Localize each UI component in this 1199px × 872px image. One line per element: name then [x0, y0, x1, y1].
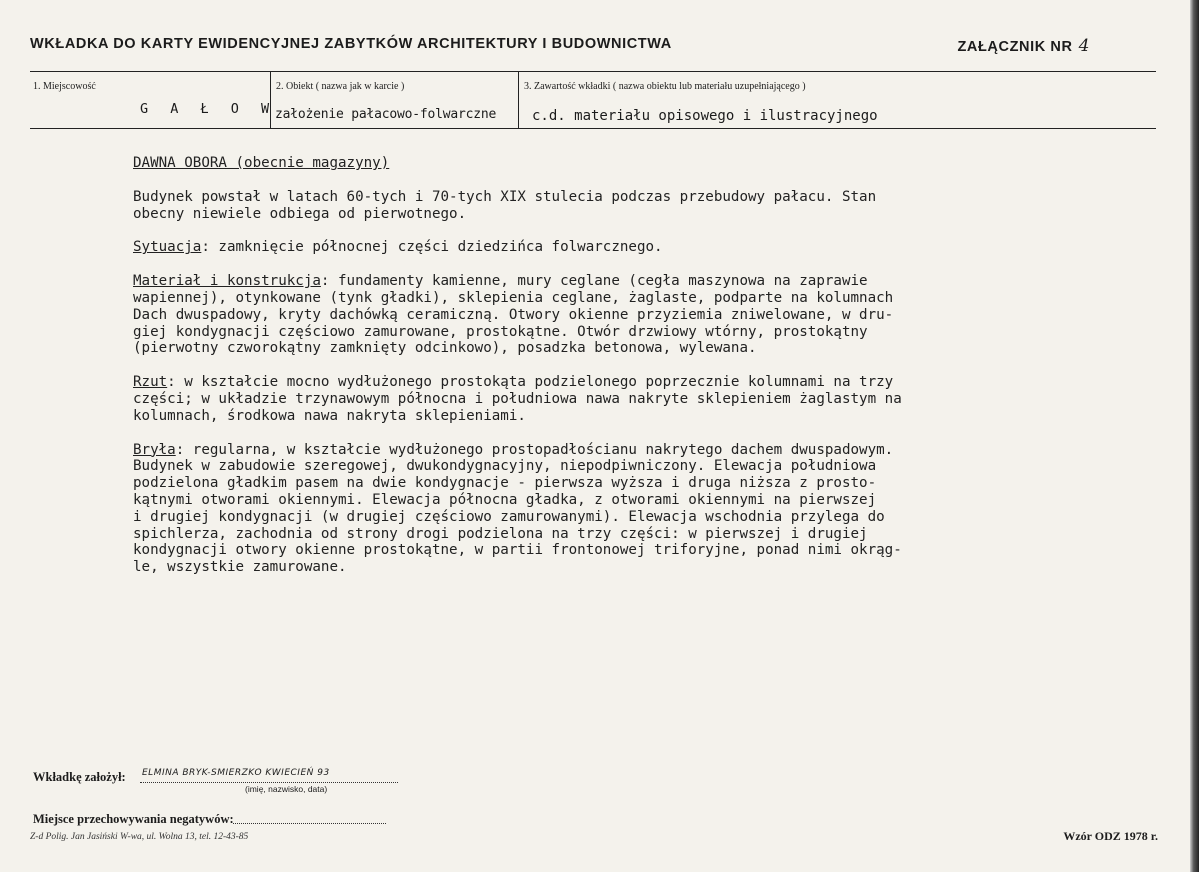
content-label: 3. Zawartość wkładki ( nazwa obiektu lub materiału uzupełniającego ) [524, 81, 806, 92]
header-rule-bottom [30, 128, 1156, 129]
author-value: ELMINA BRYK-SMIERZKO KWIECIEŃ 93 [142, 768, 330, 778]
description-body [133, 155, 1053, 593]
author-label: Wkładkę założył: [33, 770, 126, 784]
section-heading: DAWNA OBORA (obecnie magazyny) [133, 155, 390, 171]
form-paragraph [133, 442, 1053, 576]
card-title: WKŁADKA DO KARTY EWIDENCYJNEJ ZABYTKÓW ARCHITEKTURY I BUDOWNICTWA [30, 36, 672, 52]
material-label: Materiał i konstrukcja [133, 273, 321, 290]
author-dotted-line [140, 782, 398, 783]
annex-number [957, 36, 1090, 56]
author-hint: (imię, nazwisko, data) [245, 784, 328, 794]
object-label: 2. Obiekt ( nazwa jak w karcie ) [276, 81, 405, 92]
content-value: c.d. materiału opisowego i ilustracyjnego [532, 108, 878, 124]
form-text: : regularna, w kształcie wydłużonego prostopadłościanu nakrytego dachem dwuspadowym. Budynek w zabudowie szeregowej, dwukondygnacyjny, niepodpiwniczony. Elewacja południowa podzielona gładkim pasem na dwie kondygnacje - pierwsza wyższa i druga niższa z prosto- kątnymi otworami okiennymi. Elewacja północna gładka, z otworami okiennymi na pierwszej i drugiej kondygnacji (w drugiej częściowo zamurowanymi). Elewacja wschodnia przylega do spichlerza, zachodnia od strony drogi podzielona na trzy części: w pierwszej i drugiej kondygnacji otwory okienne prostokątne, w partii frontonowej triforyjne, ponad nimi okrąg- le, wszystkie zamurowane. [133, 441, 902, 576]
printer-imprint: Z-d Polig. Jan Jasiński W-wa, ul. Wolna 13, tel. 12-43-85 [30, 832, 249, 842]
place-value: G A Ł O W [140, 101, 277, 117]
annex-label: ZAŁĄCZNIK NR [957, 39, 1073, 55]
annex-number-value: 4 [1078, 36, 1090, 56]
situation-paragraph [133, 239, 1053, 256]
object-value: założenie pałacowo-folwarczne [275, 107, 497, 122]
intro-paragraph: Budynek powstał w latach 60-tych i 70-tych XIX stulecia podczas przebudowy pałacu. Stan obecny niewiele odbiega od pierwotnego. [133, 188, 877, 222]
place-label: 1. Miejscowość [33, 81, 96, 92]
form-label: Bryła [133, 441, 176, 458]
plan-text: : w kształcie mocno wydłużonego prostokąta podzielonego poprzecznie kolumnami na trzy części; w układzie trzynawowym północna i południowa nawa nakryte sklepieniem żaglastym na kolumnach, środkowa nawa nakryta sklepieniami. [133, 374, 902, 424]
header-rule-top [30, 71, 1156, 72]
plan-paragraph [133, 374, 1053, 424]
plan-label: Rzut [133, 374, 168, 391]
situation-label: Sytuacja [133, 239, 202, 256]
scan-edge [1190, 0, 1199, 872]
form-number: Wzór ODZ 1978 r. [1063, 829, 1158, 843]
field-divider-2 [518, 72, 519, 128]
negatives-dotted-line [233, 823, 386, 824]
negatives-label: Miejsce przechowywania negatywów: [33, 812, 234, 826]
material-paragraph [133, 273, 1053, 357]
situation-text: : zamknięcie północnej części dziedzińca folwarcznego. [201, 239, 663, 256]
field-divider-1 [270, 72, 271, 128]
material-text: : fundamenty kamienne, mury ceglane (cegła maszynowa na zaprawie wapiennej), otynkowane (tynk gładki), sklepienia ceglane, żaglaste, podparte na kolumnach Dach dwuspadowy, kryty dachówką ceramiczną. Otwory okienne przyziemia zniwelowane, w dru- giej kondygnacji częściowo zamurowane, prostokątne. Otwór drzwiowy wtórny, prostokątny (pierwotny czworokątny zamknięty odcinkowo), posadzka betonowa, wylewana. [133, 273, 894, 357]
